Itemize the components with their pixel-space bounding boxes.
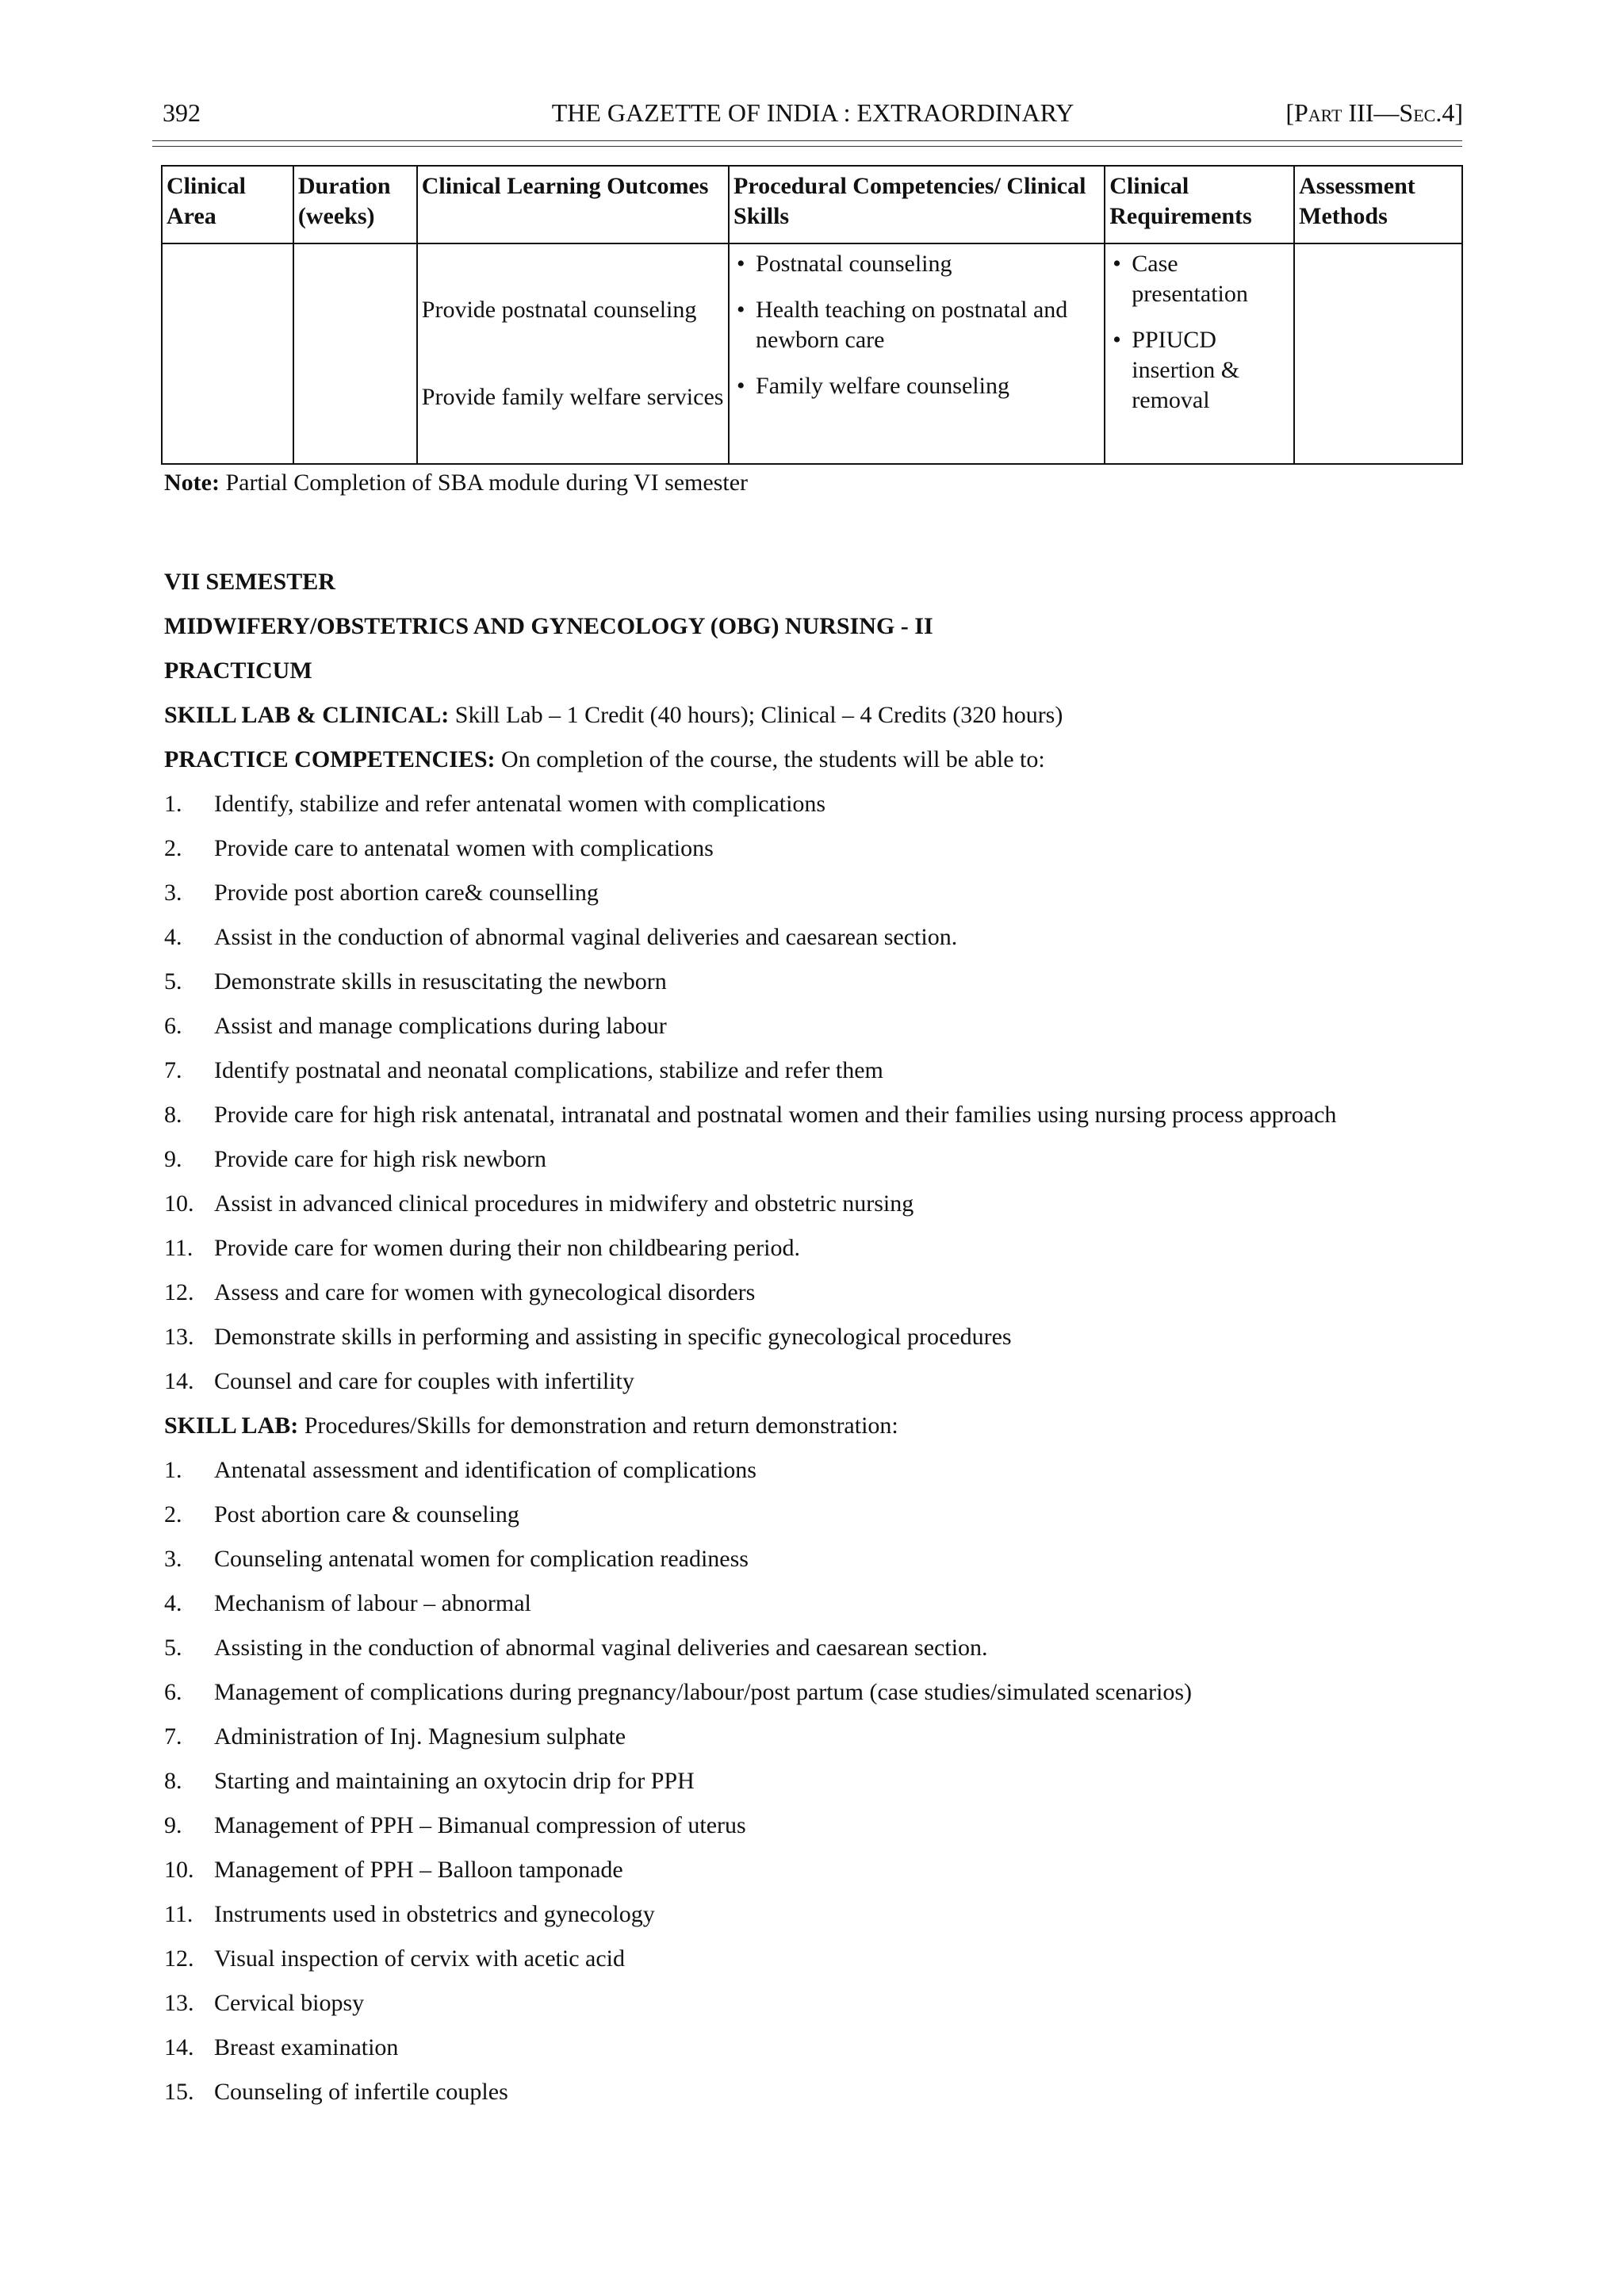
list-text: Assess and care for women with gynecological disorders bbox=[214, 1279, 756, 1305]
skill-bullet: • Postnatal counseling bbox=[733, 249, 1100, 279]
list-text: Management of complications during pregnancy/labour/post partum (case studies/simulated scenarios) bbox=[214, 1679, 1192, 1705]
list-number: 4. bbox=[164, 1590, 182, 1616]
skill-lab-item bbox=[164, 1537, 1465, 1581]
list-number: 12. bbox=[164, 1945, 194, 1972]
list-number: 3. bbox=[164, 880, 182, 906]
skill-lab-item bbox=[164, 1848, 1465, 1892]
list-number: 14. bbox=[164, 1368, 194, 1394]
col-header-duration: Duration (weeks) bbox=[293, 166, 417, 243]
skill-lab-intro bbox=[164, 1404, 1465, 1448]
list-number: 13. bbox=[164, 1990, 194, 2016]
list-text: Visual inspection of cervix with acetic acid bbox=[214, 1945, 626, 1972]
skill-bullet: • Health teaching on postnatal and newborn care bbox=[733, 295, 1100, 355]
note-label: Note: bbox=[164, 470, 220, 496]
outcome-item: Provide postnatal counseling bbox=[421, 297, 697, 323]
competency-item bbox=[164, 782, 1465, 826]
list-text: Provide care to antenatal women with complications bbox=[214, 835, 714, 861]
list-text: Demonstrate skills in performing and assisting in specific gynecological procedures bbox=[214, 1324, 1012, 1350]
list-text: Provide post abortion care& counselling bbox=[214, 880, 599, 906]
competency-item bbox=[164, 1048, 1465, 1093]
competency-item bbox=[164, 1315, 1465, 1359]
cell-requirements bbox=[1105, 243, 1294, 464]
list-number: 13. bbox=[164, 1324, 194, 1350]
list-number: 8. bbox=[164, 1768, 182, 1794]
skill-lab-item bbox=[164, 1937, 1465, 1981]
col-header-skills: Procedural Competencies/ Clinical Skills bbox=[729, 166, 1105, 243]
list-number: 10. bbox=[164, 1190, 194, 1217]
list-text: Assist in the conduction of abnormal vaginal deliveries and caesarean section. bbox=[214, 924, 958, 950]
cell-assessment bbox=[1294, 243, 1462, 464]
credits-label: SKILL LAB & CLINICAL: bbox=[164, 702, 450, 728]
competency-item bbox=[164, 826, 1465, 871]
list-text: Provide care for women during their non childbearing period. bbox=[214, 1235, 800, 1261]
page-number: 392 bbox=[163, 98, 201, 127]
list-text: Assist in advanced clinical procedures in midwifery and obstetric nursing bbox=[214, 1190, 914, 1217]
cell-outcomes bbox=[417, 243, 729, 464]
list-number: 11. bbox=[164, 1901, 193, 1927]
clinical-table bbox=[161, 165, 1463, 465]
col-header-clinical-area: Clinical Area bbox=[162, 166, 293, 243]
list-number: 7. bbox=[164, 1723, 182, 1750]
practicum-section bbox=[164, 560, 1465, 2114]
part-section: [Part III—Sec.4] bbox=[1285, 98, 1463, 127]
col-header-outcomes: Clinical Learning Outcomes bbox=[417, 166, 729, 243]
list-number: 1. bbox=[164, 1457, 182, 1483]
requirement-bullet: • PPIUCD insertion & removal bbox=[1109, 325, 1289, 416]
cell-skills bbox=[729, 243, 1105, 464]
competency-item bbox=[164, 1093, 1465, 1137]
list-text: Assist and manage complications during labour bbox=[214, 1013, 667, 1039]
list-text: Provide care for high risk antenatal, intranatal and postnatal women and their families using nursing process approach bbox=[214, 1102, 1337, 1128]
competencies-list bbox=[164, 782, 1465, 1404]
competency-item bbox=[164, 1137, 1465, 1182]
skill-lab-text: Procedures/Skills for demonstration and return demonstration: bbox=[298, 1412, 898, 1439]
credits-text: Skill Lab – 1 Credit (40 hours); Clinical – 4 Credits (320 hours) bbox=[449, 702, 1063, 728]
col-header-requirements: Clinical Requirements bbox=[1105, 166, 1294, 243]
skill-lab-label: SKILL LAB: bbox=[164, 1412, 299, 1439]
skill-bullet: • Family welfare counseling bbox=[733, 371, 1100, 401]
list-text: Breast examination bbox=[214, 2034, 399, 2060]
list-text: Counseling antenatal women for complication readiness bbox=[214, 1546, 749, 1572]
list-text: Starting and maintaining an oxytocin drip for PPH bbox=[214, 1768, 695, 1794]
table-header-row bbox=[162, 166, 1462, 243]
semester-heading: VII SEMESTER bbox=[164, 569, 335, 595]
competency-item bbox=[164, 871, 1465, 915]
cell-clinical-area bbox=[162, 243, 293, 464]
skill-lab-item bbox=[164, 1581, 1465, 1626]
list-text: Management of PPH – Balloon tamponade bbox=[214, 1857, 623, 1883]
outcome-item: Provide family welfare services bbox=[421, 384, 724, 411]
list-text: Demonstrate skills in resuscitating the newborn bbox=[214, 968, 667, 995]
skill-lab-item bbox=[164, 1626, 1465, 1670]
list-text: Identify postnatal and neonatal complications, stabilize and refer them bbox=[214, 1057, 883, 1083]
skill-lab-item bbox=[164, 1670, 1465, 1715]
list-number: 9. bbox=[164, 1812, 182, 1838]
list-number: 3. bbox=[164, 1546, 182, 1572]
list-text: Identify, stabilize and refer antenatal women with complications bbox=[214, 791, 826, 817]
table-note bbox=[164, 470, 748, 496]
list-text: Antenatal assessment and identification of complications bbox=[214, 1457, 756, 1483]
skill-lab-item bbox=[164, 2026, 1465, 2070]
header-rule-top bbox=[152, 140, 1462, 141]
competencies-text: On completion of the course, the students will be able to: bbox=[495, 746, 1045, 772]
skill-lab-item bbox=[164, 1448, 1465, 1493]
list-number: 5. bbox=[164, 1635, 182, 1661]
competency-item bbox=[164, 1271, 1465, 1315]
list-number: 2. bbox=[164, 1501, 182, 1527]
list-text: Mechanism of labour – abnormal bbox=[214, 1590, 531, 1616]
list-number: 9. bbox=[164, 1146, 182, 1172]
list-number: 6. bbox=[164, 1013, 182, 1039]
list-text: Cervical biopsy bbox=[214, 1990, 365, 2016]
list-text: Provide care for high risk newborn bbox=[214, 1146, 547, 1172]
skill-lab-item bbox=[164, 1493, 1465, 1537]
list-text: Instruments used in obstetrics and gynecology bbox=[214, 1901, 655, 1927]
note-text: Partial Completion of SBA module during VI semester bbox=[219, 470, 749, 496]
list-number: 4. bbox=[164, 924, 182, 950]
skill-lab-item bbox=[164, 2070, 1465, 2114]
col-header-assessment: Assessment Methods bbox=[1294, 166, 1462, 243]
list-number: 5. bbox=[164, 968, 182, 995]
competency-item bbox=[164, 960, 1465, 1004]
skill-lab-item bbox=[164, 1892, 1465, 1937]
skill-lab-list bbox=[164, 1448, 1465, 2114]
list-number: 8. bbox=[164, 1102, 182, 1128]
list-number: 14. bbox=[164, 2034, 194, 2060]
list-number: 6. bbox=[164, 1679, 182, 1705]
list-number: 7. bbox=[164, 1057, 182, 1083]
competency-item bbox=[164, 1226, 1465, 1271]
list-number: 2. bbox=[164, 835, 182, 861]
course-heading: MIDWIFERY/OBSTETRICS AND GYNECOLOGY (OBG) NURSING - II bbox=[164, 613, 933, 639]
cell-duration bbox=[293, 243, 417, 464]
skill-lab-item bbox=[164, 1981, 1465, 2026]
competency-item bbox=[164, 1182, 1465, 1226]
list-number: 1. bbox=[164, 791, 182, 817]
table-row bbox=[162, 243, 1462, 464]
competency-item bbox=[164, 1004, 1465, 1048]
skill-lab-item bbox=[164, 1715, 1465, 1759]
competency-item bbox=[164, 1359, 1465, 1404]
credits-line bbox=[164, 693, 1465, 738]
list-text: Assisting in the conduction of abnormal vaginal deliveries and caesarean section. bbox=[214, 1635, 988, 1661]
practicum-heading: PRACTICUM bbox=[164, 657, 312, 684]
gazette-title: THE GAZETTE OF INDIA : EXTRAORDINARY bbox=[551, 98, 1074, 127]
list-text: Counsel and care for couples with infertility bbox=[214, 1368, 634, 1394]
list-text: Management of PPH – Bimanual compression of uterus bbox=[214, 1812, 746, 1838]
list-text: Administration of Inj. Magnesium sulphate bbox=[214, 1723, 626, 1750]
page-header bbox=[163, 98, 1463, 133]
list-text: Post abortion care & counseling bbox=[214, 1501, 519, 1527]
list-number: 12. bbox=[164, 1279, 194, 1305]
competencies-label: PRACTICE COMPETENCIES: bbox=[164, 746, 496, 772]
skill-lab-item bbox=[164, 1803, 1465, 1848]
competency-item bbox=[164, 915, 1465, 960]
competencies-intro bbox=[164, 738, 1465, 782]
list-text: Counseling of infertile couples bbox=[214, 2079, 508, 2105]
list-number: 11. bbox=[164, 1235, 193, 1261]
skill-lab-item bbox=[164, 1759, 1465, 1803]
list-number: 15. bbox=[164, 2079, 194, 2105]
header-rule-bottom bbox=[152, 146, 1462, 147]
list-number: 10. bbox=[164, 1857, 194, 1883]
requirement-bullet: • Case presentation bbox=[1109, 249, 1289, 309]
